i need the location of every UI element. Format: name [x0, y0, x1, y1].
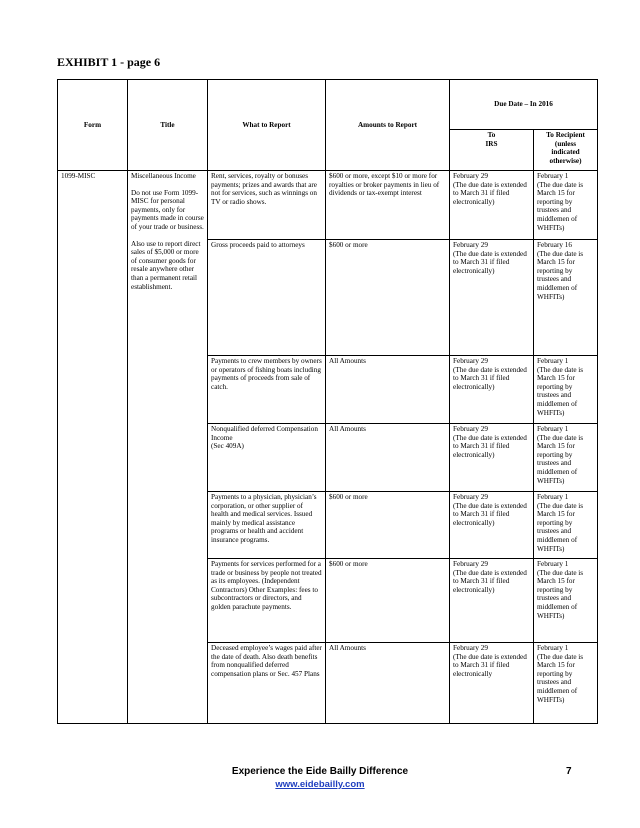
form-cell: 1099-MISC	[58, 171, 128, 724]
amounts-cell: $600 or more	[326, 492, 450, 559]
amounts-cell: All Amounts	[326, 643, 450, 724]
due-recipient-cell: February 1 (The due date is March 15 for reporting by trustees and middlemen of WHFITs)	[534, 171, 598, 240]
due-irs-cell: February 29 (The due date is extended to March 31 if filed electronically)	[450, 240, 534, 356]
title-text: Also use to report direct sales of $5,000 or more of consumer goods for resale anywhere other than a permanent retail establishment.	[131, 239, 201, 291]
amounts-cell: All Amounts	[326, 356, 450, 424]
what-to-report-cell: Gross proceeds paid to attorneys	[208, 240, 326, 356]
due-recipient-cell: February 1 (The due date is March 15 for reporting by trustees and middlemen of WHFITs)	[534, 356, 598, 424]
header-title: Title	[128, 80, 208, 171]
due-irs-cell: February 29 (The due date is extended to March 31 if filed electronically)	[450, 171, 534, 240]
what-to-report-cell: Payments to crew members by owners or operators of fishing boats including payments of proceeds from sale of catch.	[208, 356, 326, 424]
due-recipient-cell: February 1 (The due date is March 15 for reporting by trustees and middlemen of WHFITs)	[534, 492, 598, 559]
footer-tagline: Experience the Eide Bailly Difference	[231, 766, 409, 777]
title-cell	[128, 171, 208, 724]
what-to-report-cell: Payments to a physician, physician’s corporation, or other supplier of health and medical services. Issued mainly by medical assistance programs or health and accident insurance programs.	[208, 492, 326, 559]
due-recipient-cell: February 16 (The due date is March 15 for reporting by trustees and middlemen of WHFITs)	[534, 240, 598, 356]
due-irs-cell: February 29 (The due date is extended to March 31 if filed electronically)	[450, 356, 534, 424]
table-row	[58, 171, 598, 240]
due-recipient-cell: February 1 (The due date is March 15 for reporting by trustees and middlemen of WHFITs)	[534, 559, 598, 643]
amounts-cell: $600 or more	[326, 240, 450, 356]
header-amounts-to-report: Amounts to Report	[326, 80, 450, 171]
due-recipient-cell: February 1 (The due date is March 15 for reporting by trustees and middlemen of WHFITs)	[534, 424, 598, 492]
title-text: Miscellaneous Income	[131, 172, 196, 180]
due-recipient-cell: February 1 (The due date is March 15 for reporting by trustees and middlemen of WHFITs)	[534, 643, 598, 724]
header-to-recipient: To Recipient (unless indicated otherwise)	[534, 130, 598, 171]
amounts-cell: $600 or more, except $10 or more for royalties or broker payments in lieu of dividends or tax-exempt interest	[326, 171, 450, 240]
header-to-irs: To IRS	[450, 130, 534, 171]
page-title: EXHIBIT 1 - page 6	[57, 55, 161, 69]
due-irs-cell: February 29 (The due date is extended to March 31 if filed electronically)	[450, 559, 534, 643]
what-to-report-cell: Payments for services performed for a trade or business by people not treated as its employees. (Independent Contractors) Other Examples: fees to subcontractors or directors, and golden parachute payments.	[208, 559, 326, 643]
header-form: Form	[58, 80, 128, 171]
filing-requirements-table	[57, 79, 598, 724]
amounts-cell: $600 or more	[326, 559, 450, 643]
due-irs-cell: February 29 (The due date is extended to March 31 if filed electronically)	[450, 424, 534, 492]
what-to-report-cell: Rent, services, royalty or bonuses payments; prizes and awards that are not for services, such as winnings on TV or radio shows.	[208, 171, 326, 240]
header-due-date: Due Date – In 2016	[450, 80, 598, 130]
title-text: Do not use Form 1099-MISC for personal payments, only for payments made in course of your trade or business.	[131, 188, 204, 231]
due-irs-cell: February 29 (The due date is extended to March 31 if filed electronically	[450, 643, 534, 724]
header-what-to-report: What to Report	[208, 80, 326, 171]
amounts-cell: All Amounts	[326, 424, 450, 492]
what-to-report-cell: Nonqualified deferred Compensation Income (Sec 409A)	[208, 424, 326, 492]
what-to-report-cell: Deceased employee’s wages paid after the date of death. Also death benefits from nonqualified deferred compensation plans or Sec. 457 Plans	[208, 643, 326, 724]
footer-website-link[interactable]: www.eidebailly.com	[275, 779, 365, 790]
due-irs-cell: February 29 (The due date is extended to March 31 if filed electronically)	[450, 492, 534, 559]
page-number: 7	[566, 766, 572, 777]
